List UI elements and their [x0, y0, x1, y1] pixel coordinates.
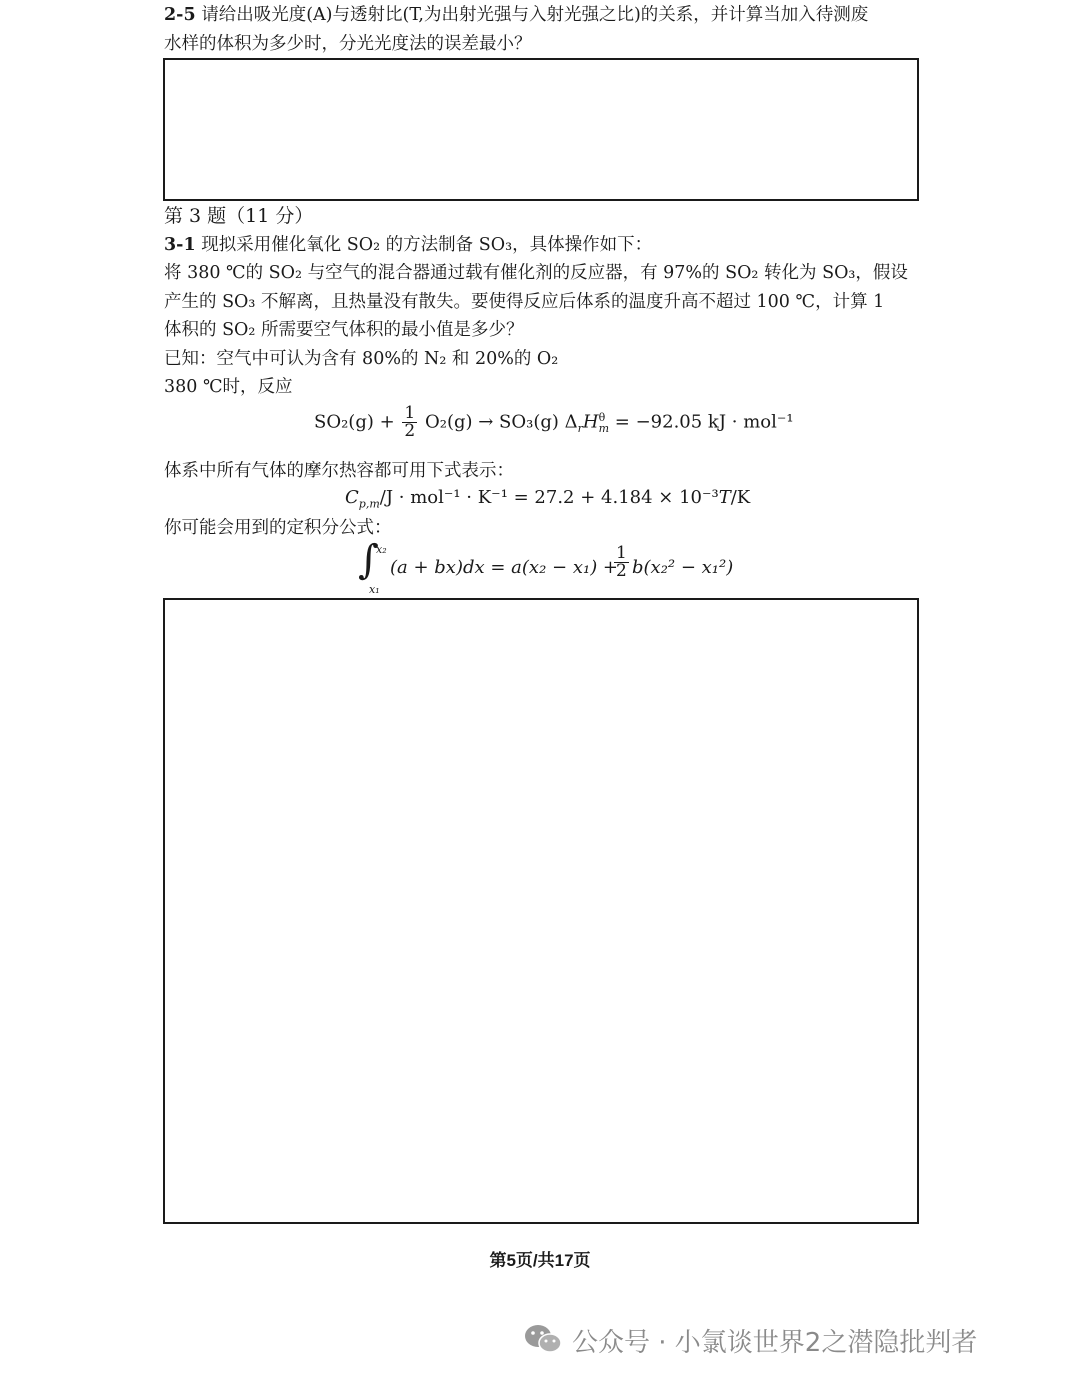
integral-tail: b(x₂² − x₁²) — [632, 557, 734, 578]
eq2-sub: p,m — [358, 497, 380, 511]
eq1-sub: m — [598, 421, 610, 435]
answer-box-3-1[interactable] — [163, 598, 919, 1224]
q3-1-intro — [164, 234, 652, 256]
integral-intro: 你可能会用到的定积分公式： — [164, 518, 392, 538]
integral-fraction — [614, 545, 629, 580]
eq1-r: r — [577, 422, 583, 436]
heatcap-equation — [345, 487, 750, 511]
int-frac-den: 2 — [616, 561, 627, 581]
eq1-left: SO₂(g) + — [314, 411, 395, 433]
q3-1-line3: 体积的 SO₂ 所需要空气体积的最小值是多少？ — [164, 320, 524, 340]
q3-1-intro-text: 现拟采用催化氧化 SO₂ 的方法制备 SO₃，具体操作如下： — [201, 235, 653, 255]
eq1-supsub — [599, 412, 609, 434]
heatcap-intro: 体系中所有气体的摩尔热容都可用下式表示： — [164, 461, 514, 481]
watermark-text: 公众号 · 小氯谈世界2之潜隐批判者 — [572, 1328, 978, 1358]
integral-sign: ∫ — [358, 537, 379, 583]
q3-1-temp: 380 ℃时，反应 — [164, 377, 293, 397]
answer-box-2-5[interactable] — [163, 58, 919, 201]
eq2-T: T — [718, 487, 731, 508]
page-number: 第5页/共17页 — [489, 1251, 591, 1270]
eq1-frac-den: 2 — [404, 421, 416, 441]
q2-5-text-line1: 请给出吸光度(A)与透射比(T,为出射光强与入射光强之比)的关系，并计算当加入待测废 — [201, 5, 869, 25]
q2-5-label: 2-5 — [164, 5, 196, 25]
integral-formula — [356, 537, 756, 597]
q3-1-known: 已知：空气中可认为含有 80%的 N₂ 和 20%的 O₂ — [164, 349, 559, 369]
eq2-C: C — [345, 487, 359, 508]
integral-body: (a + bx)dx = a(x₂ − x₁) + — [390, 557, 619, 578]
integral-lower: x₁ — [369, 583, 380, 596]
eq1-mid: O₂(g) → SO₃(g) Δ — [424, 411, 578, 433]
q3-1-label: 3-1 — [164, 235, 196, 255]
eq1-right: = −92.05 kJ · mol⁻¹ — [609, 411, 794, 433]
eq1-sup: θ — [598, 410, 606, 424]
eq2-body: /J · mol⁻¹ · K⁻¹ = 27.2 + 4.184 × 10⁻³ — [379, 487, 719, 508]
eq1-H: H — [582, 411, 599, 433]
q2-5-line2: 水样的体积为多少时，分光光度法的误差最小？ — [164, 34, 532, 54]
q2-5-line1 — [164, 4, 868, 26]
int-frac-num: 1 — [616, 543, 627, 563]
q3-1-line2: 产生的 SO₃ 不解离，且热量没有散失。要使得反应后体系的温度升高不超过 100 ℃，计算 1 — [164, 292, 885, 312]
wechat-icon — [523, 1322, 565, 1356]
integral-upper: x₂ — [376, 543, 387, 556]
q3-1-line1: 将 380 ℃的 SO₂ 与空气的混合器通过载有催化剂的反应器，有 97%的 SO₂ 转化为 SO₃，假设 — [164, 263, 908, 283]
reaction-equation — [314, 405, 794, 440]
q3-heading: 第 3 题（11 分） — [164, 205, 314, 227]
eq1-frac-num: 1 — [404, 403, 416, 423]
eq1-fraction — [402, 405, 417, 440]
eq2-unit: /K — [730, 487, 751, 508]
